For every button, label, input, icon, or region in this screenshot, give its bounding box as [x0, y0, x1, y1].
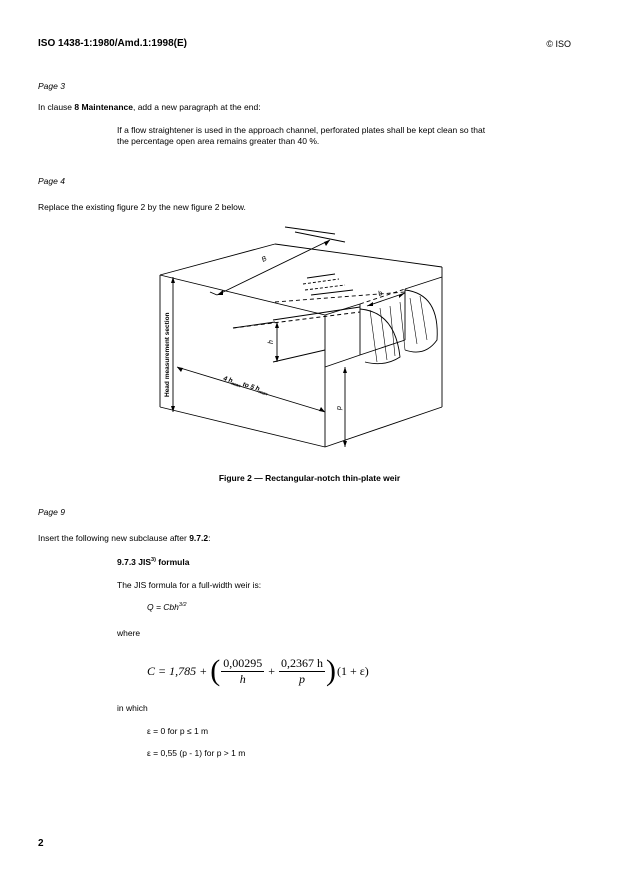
subclause-intro-post: : — [208, 533, 211, 543]
condition-1: ε = 0 for p ≤ 1 m — [147, 726, 209, 736]
ripple-2 — [303, 279, 339, 284]
B-ext-right — [295, 232, 345, 242]
box-front-bottom — [160, 407, 325, 447]
label-b: b — [377, 290, 384, 298]
fraction-1-den: h — [239, 671, 246, 686]
clause-ref: 8 Maintenance — [74, 102, 133, 112]
page-label-4: Page 4 — [38, 176, 65, 186]
subclause-ref: 9.7.2 — [189, 533, 209, 543]
paragraph-line-1: If a flow straightener is used in the approach channel, perforated plates shall be kept clean so that — [117, 125, 486, 135]
intro-pre: In clause — [38, 102, 75, 112]
water-line-inner — [233, 322, 275, 328]
left-paren: ( — [210, 654, 221, 687]
formula-c-tail: (1 + ε) — [336, 663, 369, 678]
in-which-label: in which — [117, 703, 148, 713]
ripple-1 — [307, 274, 335, 278]
fraction-1 — [221, 656, 264, 687]
fraction-2-den: p — [298, 671, 305, 686]
ripple-4 — [311, 290, 353, 295]
formula-q-exp: 3/2 — [178, 602, 187, 608]
new-paragraph — [117, 125, 582, 147]
h-ext-bottom — [273, 350, 325, 362]
heading-post: formula — [155, 557, 190, 567]
fraction-2-num: 0,2367 h — [280, 655, 323, 670]
page-number: 2 — [38, 838, 44, 849]
nappe-outer — [405, 290, 437, 352]
right-paren: ) — [325, 654, 336, 687]
fraction-1-num: 0,00295 — [223, 655, 263, 670]
formula-q — [147, 602, 187, 613]
B-ext-left — [210, 292, 217, 295]
box-top-left-edge — [160, 275, 325, 315]
where-label: where — [117, 628, 141, 638]
label-head-section: Head measurement section — [164, 312, 171, 397]
B-ext-top — [285, 227, 335, 234]
formula-c — [147, 650, 369, 692]
notch-right-top — [405, 277, 442, 289]
formula-c-lhs: C = 1,785 + — [147, 663, 208, 678]
condition-2: ε = 0,55 (p - 1) for p > 1 m — [147, 748, 246, 758]
subclause-intro — [38, 533, 210, 544]
box-right-bottom — [325, 407, 442, 447]
weir-figure — [155, 222, 455, 457]
intro-post: , add a new paragraph at the end: — [132, 102, 261, 112]
fraction-2 — [279, 656, 325, 687]
subclause-heading — [117, 557, 189, 567]
notch-bottom — [325, 355, 360, 367]
page-label-9: Page 9 — [38, 507, 65, 517]
label-B: B — [260, 255, 269, 264]
paragraph-line-2: the percentage open area remains greater than 40 %. — [117, 136, 320, 146]
label-distance: 4 $h_{max}$ to 5 $h_{max}$ — [222, 375, 269, 397]
B-dim-line — [217, 240, 330, 295]
copyright-label: © ISO — [546, 39, 571, 49]
formula-q-main: Q = Cbh — [147, 602, 179, 612]
box-top-back — [275, 244, 442, 267]
figure-replace-intro: Replace the existing figure 2 by the new figure 2 below. — [38, 202, 246, 212]
label-p: p — [336, 406, 343, 410]
figure-caption: Figure 2 — Rectangular-notch thin-plate weir — [218, 473, 401, 483]
subclause-intro-pre: Insert the following new subclause after — [38, 533, 190, 543]
heading-main: 9.7.3 JIS — [117, 557, 152, 567]
plus-sign: + — [268, 663, 275, 678]
label-h: h — [268, 340, 275, 344]
heading-footnote: 3) — [151, 557, 156, 563]
nappe-inner — [360, 309, 400, 364]
document-header-title: ISO 1438-1:1980/Amd.1:1998(E) — [38, 38, 187, 49]
water-level-back-dashed — [275, 292, 405, 302]
formula-intro: The JIS formula for a full-width weir is: — [117, 580, 262, 590]
page-label-3: Page 3 — [38, 81, 65, 91]
ripple-3 — [305, 285, 345, 290]
box-top-left-back — [160, 244, 275, 275]
clause-8-intro — [38, 102, 261, 113]
